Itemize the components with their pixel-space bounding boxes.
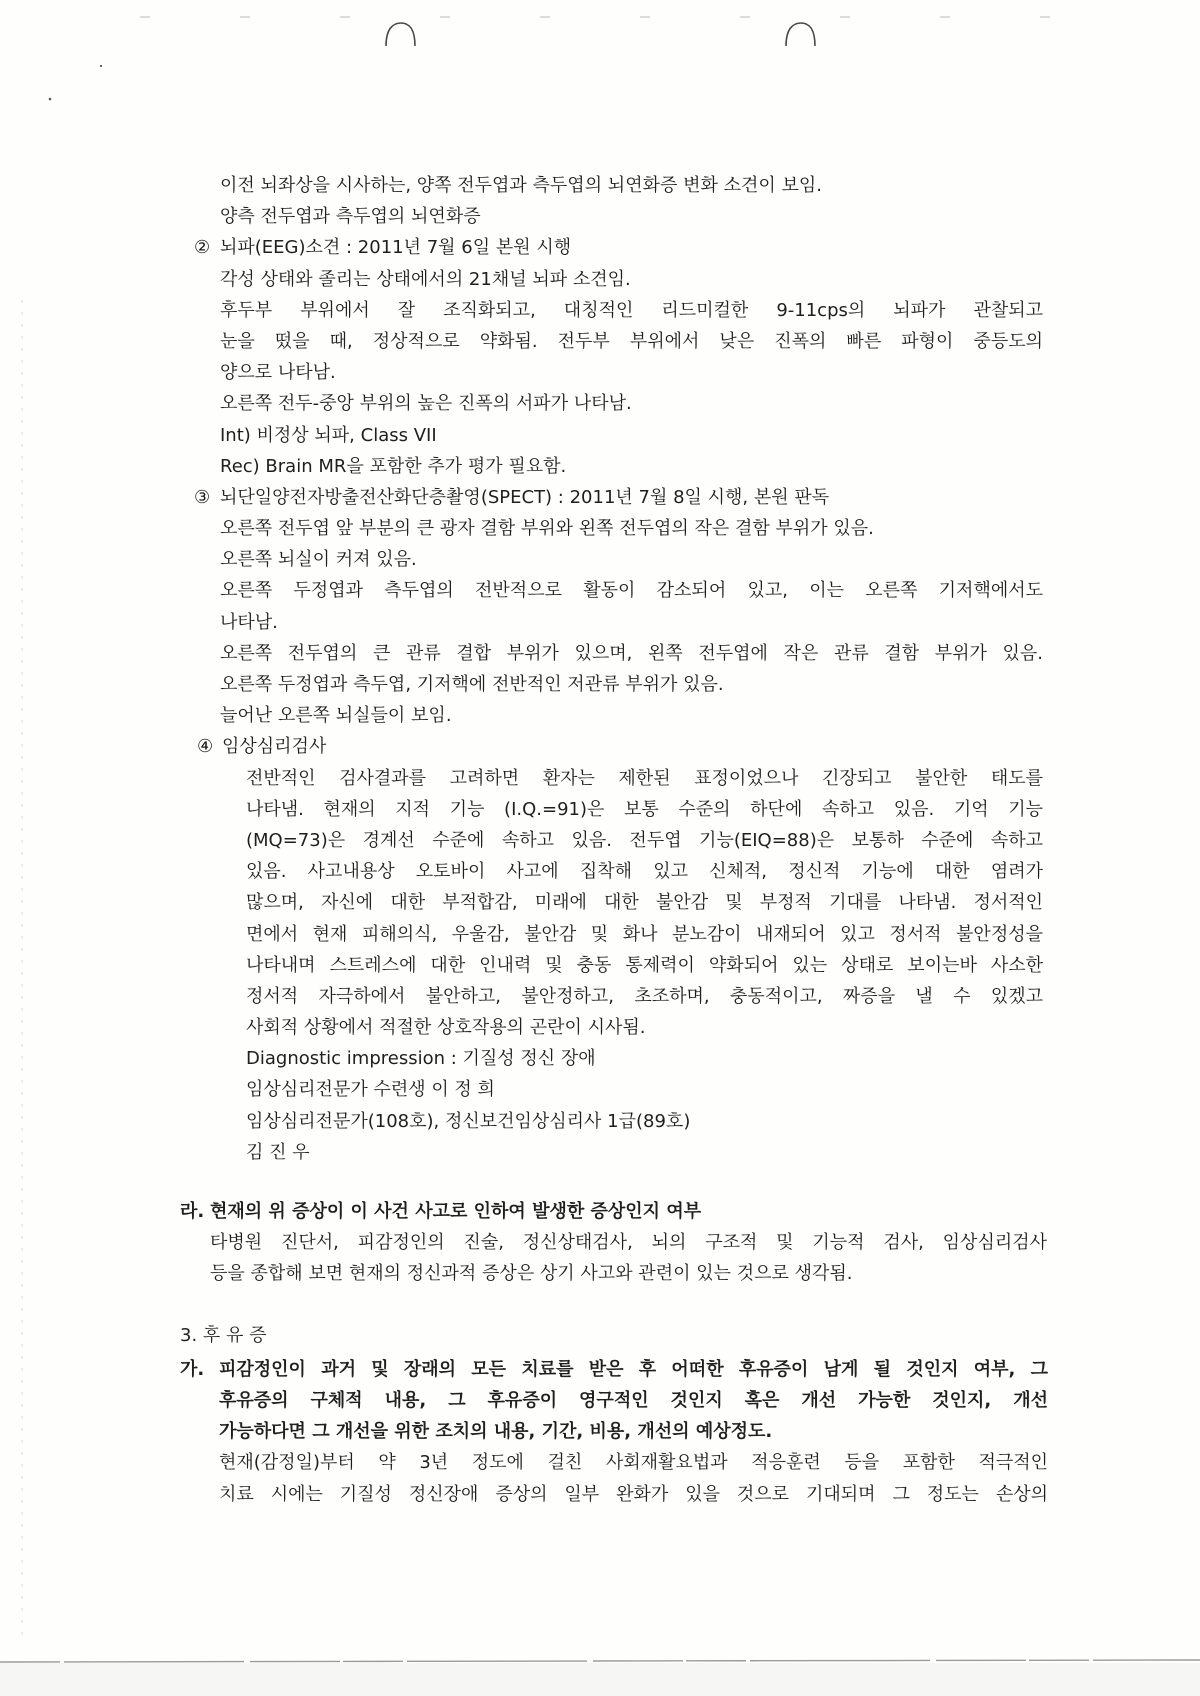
item-ga-answer-line: 현재(감정일)부터 약 3년 정도에 걸친 사회재활요법과 적응훈련 등을 포함한 적극적인 [219,1452,1048,1474]
document-body [0,170,1200,1510]
eeg-findings-title: 뇌파(EEG)소견 : 2011년 7월 6일 본원 시행 [220,237,572,259]
spect-findings-line: 오른쪽 두정엽과 측두엽, 기저핵에 전반적인 저관류 부위가 있음. [220,674,724,695]
below-page-edge-area [0,1663,1200,1696]
examiner-line: 임상심리전문가 수련생 이 정 희 [246,1079,495,1101]
section-ra-title: 현재의 위 증상이 이 사건 사고로 인하여 발생한 증상인지 여부 [210,1201,702,1222]
section-ra-line: 등을 종합해 보면 현재의 정신과적 증상은 상기 사고와 관련이 있는 것으로 생각됨. [210,1263,853,1285]
punch-hole-right [786,23,815,46]
spect-findings-line: 나타남. [220,611,278,633]
punch-hole-left [386,23,415,46]
examiner-line: 임상심리전문가(108호), 정신보건임상심리사 1급(89호) [246,1110,691,1132]
item-ga-question-line: 후유증의 구체적 내용, 그 후유증이 영구적인 것인지 혹은 개선 가능한 것인지, 개선 [219,1389,1048,1411]
mri-finding-line: 이전 뇌좌상을 시사하는, 양쪽 전두엽과 측두엽의 뇌연화증 변화 소견이 보임. [220,175,822,196]
mri-impression-line: 양측 전두엽과 측두엽의 뇌연화증 [220,206,481,228]
spect-findings-line: 오른쪽 두정엽과 측두엽의 전반적으로 활동이 감소되어 있고, 이는 오른쪽 기저핵에서도 [220,580,1043,602]
item-ga-question-heading [180,1354,1200,1385]
spect-findings-line: 오른쪽 전두엽 앞 부분의 큰 광자 결함 부위와 왼쪽 전두엽의 작은 결함 부위가 있음. [220,518,874,540]
eeg-findings-heading [194,232,1200,263]
spect-findings-heading [194,482,1200,513]
section-marker: 가. [180,1358,205,1380]
section-3-heading: 3. 후 유 증 [180,1324,267,1346]
psych-test-line: 사회적 상황에서 적절한 상호작용의 곤란이 시사됨. [246,1017,646,1039]
spect-findings-line: 오른쪽 뇌실이 커져 있음. [220,549,417,571]
section-ra-line: 타병원 진단서, 피감정인의 진술, 정신상태검사, 뇌의 구조적 및 기능적 검사, 임상심리검사 [210,1232,1047,1254]
scan-speck [100,65,102,67]
item-ga-answer-line: 치료 시에는 기질성 정신장애 증상의 일부 완화가 있을 것으로 기대되며 그 정도는 손상의 [219,1483,1048,1505]
item-number-marker: ④ [197,736,214,758]
psych-test-line: 전반적인 검사결과를 고려하면 환자는 제한된 표정이었으나 긴장되고 불안한 태도를 [246,767,1043,789]
spect-findings-line: 오른쪽 전두엽의 큰 관류 결합 부위가 있으며, 왼쪽 전두엽에 작은 관류 결함 부위가 있음. [220,642,1043,664]
psych-test-line: 나타내며 스트레스에 대한 인내력 및 충동 통제력이 약화되어 있는 상태로 보이는바 사소한 [246,954,1043,976]
examiner-line: 김 진 우 [246,1141,310,1163]
eeg-findings-line: 후두부 부위에서 잘 조직화되고, 대칭적인 리드미컬한 9-11cps의 뇌파가 관찰되고 [220,299,1043,321]
item-ga-question-line: 가능하다면 그 개선을 위한 조치의 내용, 기간, 비용, 개선의 예상정도. [219,1421,773,1443]
psych-test-line: 많으며, 자신에 대한 부적합감, 미래에 대한 불안감 및 부정적 기대를 나타냄. 정서적인 [246,892,1043,914]
psych-test-heading [197,731,1200,762]
psych-test-line: 있음. 사고내용상 오토바이 사고에 집착해 있고 신체적, 정신적 기능에 대한 염려가 [246,861,1043,883]
item-ga-question-line: 피감정인이 과거 및 장래의 모든 치료를 받은 후 어떠한 후유증이 남게 될 것인지 여부, 그 [219,1358,1048,1380]
item-number-marker: ② [194,237,211,259]
item-number-marker: ③ [194,486,211,508]
eeg-interpretation-line: Int) 비정상 뇌파, Class VII [220,424,437,446]
eeg-findings-line: 양으로 나타남. [220,362,336,384]
psych-test-line: 면에서 현재 피해의식, 우울감, 불안감 및 화나 분노감이 내재되어 있고 정서적 불안정성을 [246,923,1043,945]
spect-findings-title: 뇌단일양전자방출전산화단층촬영(SPECT) : 2011년 7월 8일 시행, 본원 판독 [220,486,830,508]
bottom-page-edge [0,1660,1200,1662]
eeg-recommendation-line: Rec) Brain MR을 포함한 추가 평가 필요함. [220,455,567,477]
eeg-findings-line: 눈을 떴을 때, 정상적으로 약화됨. 전두부 부위에서 낮은 진폭의 빠른 파형이 중등도의 [220,330,1043,352]
psych-test-line: (MQ=73)은 경계선 수준에 속하고 있음. 전두엽 기능(EIQ=88)은 보통하 수준에 속하고 [246,829,1043,851]
scan-speck [49,98,52,101]
psych-test-line: 나타냄. 현재의 지적 기능 (I.Q.=91)은 보통 수준의 하단에 속하고 있음. 기억 기능 [246,798,1043,820]
section-marker: 라. [180,1201,205,1222]
eeg-findings-line: 각성 상태와 졸리는 상태에서의 21채널 뇌파 소견임. [220,268,631,290]
spect-findings-line: 늘어난 오른쪽 뇌실들이 보임. [220,705,452,727]
section-ra-heading [180,1196,1200,1227]
diagnostic-impression: Diagnostic impression : 기질성 정신 장애 [246,1048,596,1070]
eeg-findings-line: 오른쪽 전두-중앙 부위의 높은 진폭의 서파가 나타남. [220,393,632,415]
psych-test-line: 정서적 자극하에서 불안하고, 불안정하고, 초조하며, 충동적이고, 짜증을 낼 수 있겠고 [246,985,1043,1007]
psych-test-title: 임상심리검사 [222,736,327,758]
